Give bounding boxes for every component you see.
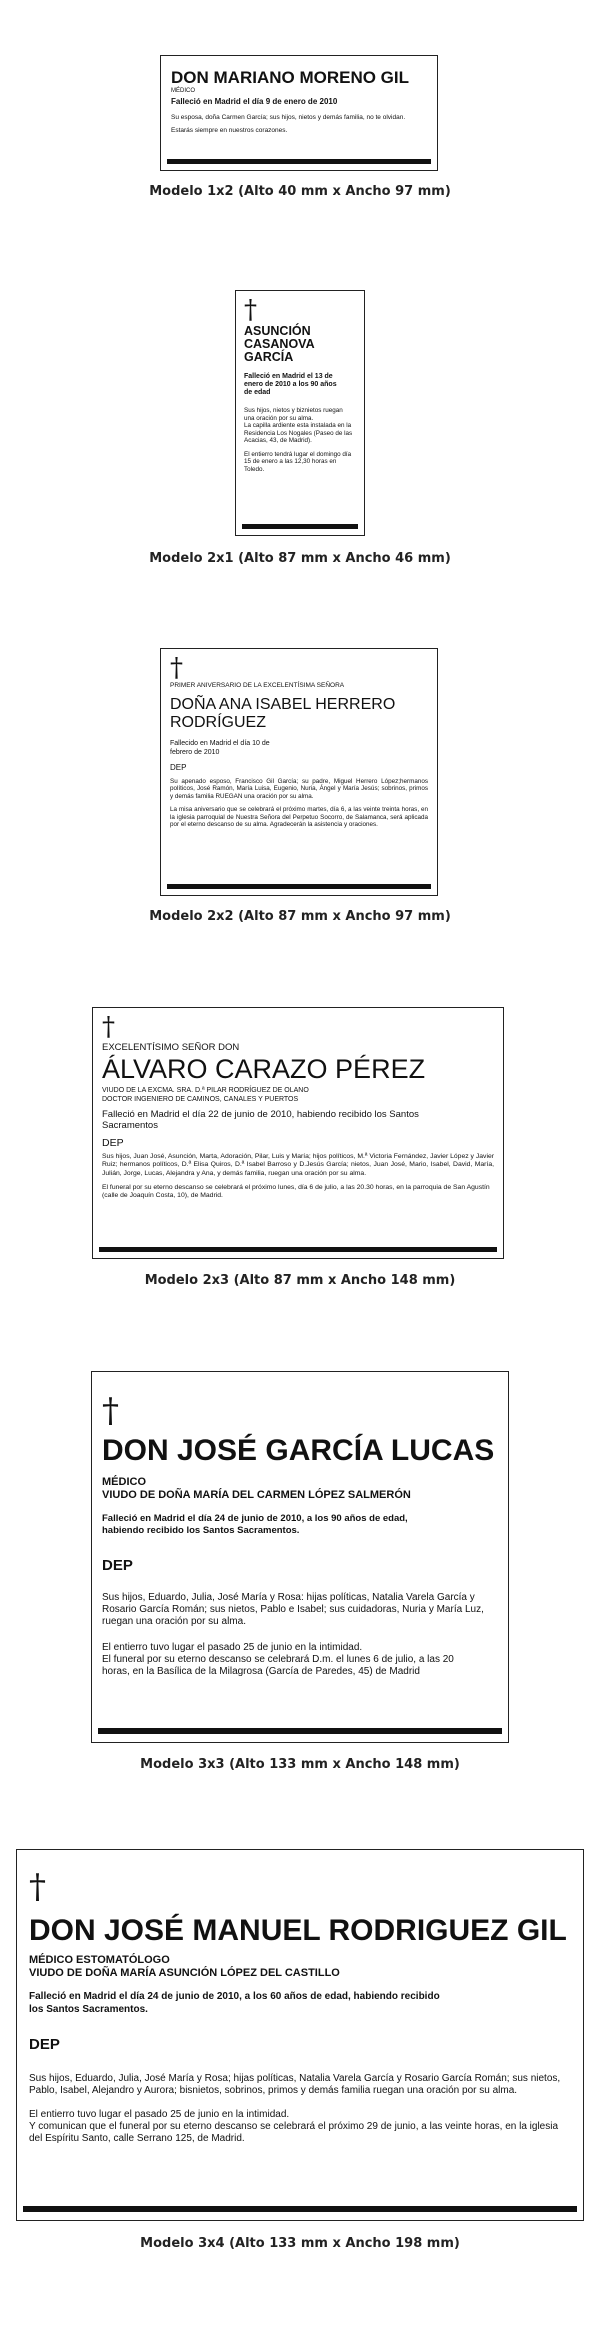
deceased-name: DON JOSÉ MANUEL RODRIGUEZ GIL: [29, 1914, 567, 1947]
dep-label: DEP: [170, 763, 187, 772]
death-notice: Falleció en Madrid el día 24 de junio de 2010, a los 90 años de edad, habiendo recibido los Santos Sacramentos.: [102, 1513, 408, 1536]
model-caption: Modelo 2x1 (Alto 87 mm x Ancho 46 mm): [149, 551, 451, 566]
death-notice: Falleció en Madrid el día 24 de junio de 2010, a los 60 años de edad, habiendo recibido los Santos Sacramentos.: [29, 1991, 440, 2015]
deceased-name: DOÑA ANA ISABEL HERRERO RODRÍGUEZ: [170, 696, 396, 731]
death-notice: Falleció en Madrid el 13 de enero de 2010 a los 90 años de edad: [244, 373, 337, 396]
death-notice: Fallecido en Madrid el día 10 de febrero de 2010: [170, 740, 270, 756]
bottom-rule: [167, 159, 431, 164]
bottom-rule: [242, 524, 358, 529]
family-text: Sus hijos, Eduardo, Julia, José María y Rosa; hijas políticas, Natalia Varela García y Rosario García Román; sus nietos, Pablo, Isabel, Alejandro y Aurora; bisnietos, sobrinos, primos y demás familia ruegan una oración por su alma.: [29, 2073, 561, 2096]
obituary-card-2x2: [160, 648, 438, 896]
dep-label: DEP: [102, 1557, 133, 1574]
chapel-text: La capilla ardiente esta instalada en la Residencia Los Nogales (Paseo de las Acacias, 43, de Madrid).: [244, 422, 353, 444]
bottom-rule: [98, 1728, 502, 1734]
burial-text: El entierro tuvo lugar el pasado 25 de junio en la intimidad.: [102, 1642, 363, 1653]
family-text: Su apenado esposo, Francisco Gil García; su padre, Miguel Herrero López;hermanos políticos, José Ramón, María Luisa, Eugenio, Nuria, Ángel y María Jesús; sobrinos, primos y demás familia RUEGAN una oración por su alma.: [170, 778, 428, 800]
dep-label: DEP: [102, 1137, 124, 1149]
deceased-title: MÉDICO: [102, 1476, 146, 1488]
titles-line-2: DOCTOR INGENIERO DE CAMINOS, CANALES Y PUERTOS: [102, 1096, 299, 1103]
funeral-text: El funeral por su eterno descanso se celebrará D.m. el lunes 6 de julio, a las 20 horas, en la Basílica de la Milagrosa (García de Paredes, 45) de Madrid: [102, 1654, 454, 1677]
deceased-name: ASUNCIÓN CASANOVA GARCÍA: [244, 324, 315, 364]
death-notice: Falleció en Madrid el día 9 de enero de 2010: [171, 97, 338, 106]
funeral-text: Y comunican que el funeral por su eterno descanso se celebrará el próximo 29 de junio, a las veinte horas, en la iglesia del Espíritu Santo, calle Serrano 125, de Madrid.: [29, 2121, 559, 2144]
family-text: Sus hijos, nietos y biznietos ruegan una oración por su alma.: [244, 407, 343, 422]
deceased-name: ÁLVARO CARAZO PÉREZ: [102, 1054, 426, 1084]
anniversary-heading: PRIMER ANIVERSARIO DE LA EXCELENTÍSIMA SEÑORA: [170, 682, 345, 689]
widow-line: VIUDO DE DOÑA MARÍA DEL CARMEN LÓPEZ SALMERÓN: [102, 1489, 411, 1501]
burial-text: El entierro tendrá lugar el domingo día 15 de enero a las 12,30 horas en Toledo.: [244, 450, 352, 473]
deceased-name: DON MARIANO MORENO GIL: [171, 68, 409, 87]
family-text: Sus hijos, Juan José, Asunción, Marta, Adoración, Pilar, Luis y María; hijos políticos, M.ª Victoria Fernández, Javier López y Javier Ruiz; hermanos políticos, D.ª Elisa Quiros, D.ª Isabel Barroso y D.Jesús García; nietos, Juan José, Mario, Isabel, David, María, Julián, Jorge, Lucas, Alejandra y Ana, y demás familia, ruegan una oración por su alma.: [102, 1153, 494, 1177]
family-text: Su esposa, doña Carmen García; sus hijos, nietos y demás familia, no te olvidan.: [171, 114, 406, 121]
obituary-card-2x1: [235, 290, 365, 536]
model-caption: Modelo 3x4 (Alto 133 mm x Ancho 198 mm): [140, 2236, 460, 2251]
obituary-card-3x4: [16, 1849, 584, 2221]
deceased-title: MÉDICO ESTOMATÓLOGO: [29, 1954, 170, 1966]
dep-label: DEP: [29, 2036, 60, 2053]
obituary-card-2x3: [92, 1007, 504, 1259]
death-notice: Falleció en Madrid el día 22 de junio de 2010, habiendo recibido los Santos Sacramentos: [102, 1109, 419, 1131]
bottom-rule: [99, 1247, 497, 1252]
honorific-heading: EXCELENTÍSIMO SEÑOR DON: [102, 1042, 240, 1053]
cross-icon: †: [102, 1012, 115, 1042]
obituary-card-3x3: [91, 1371, 509, 1743]
burial-text: El entierro tuvo lugar el pasado 25 de junio en la intimidad.: [29, 2109, 290, 2120]
bottom-rule: [23, 2206, 577, 2212]
model-caption: Modelo 2x3 (Alto 87 mm x Ancho 148 mm): [144, 1273, 456, 1288]
bottom-rule: [167, 884, 431, 889]
cross-icon: †: [244, 295, 257, 325]
family-text: Sus hijos, Eduardo, Julia, José María y Rosa: hijas políticas, Natalia Varela García y Rosario García Román; sus nietos, Pablo e Isabel; sus cuidadoras, Nuria y María Luz, ruegan una oración por su alma.: [102, 1592, 484, 1627]
mass-text: La misa aniversario que se celebrará el próximo martes, día 6, a las veinte treinta horas, en la iglesia parroquial de Nuestra Señora del Perpetuo Socorro, de Salamanca, será aplicada por el eterno descanso de su alma. Agradecerán la asistencia y oraciones.: [170, 806, 428, 829]
titles-line-1: VIUDO DE LA EXCMA. SRA. D.ª PILAR RODRÍGUEZ DE OLANO: [102, 1087, 309, 1094]
funeral-text: El funeral por su eterno descanso se celebrará el próximo lunes, día 6 de julio, a las 20.30 horas, en la parroquia de San Agustín (calle de Joaquín Costa, 10), de Madrid.: [102, 1183, 490, 1200]
closing-text: Estarás siempre en nuestros corazones.: [171, 127, 288, 134]
cross-icon: †: [29, 1867, 46, 1907]
model-caption: Modelo 3x3 (Alto 133 mm x Ancho 148 mm): [140, 1757, 460, 1772]
obituary-card-1x2: [160, 55, 438, 171]
cross-icon: †: [170, 653, 183, 683]
widow-line: VIUDO DE DOÑA MARÍA ASUNCIÓN LÓPEZ DEL CASTILLO: [29, 1967, 340, 1979]
deceased-title: MÉDICO: [171, 88, 195, 94]
model-caption: Modelo 1x2 (Alto 40 mm x Ancho 97 mm): [149, 184, 451, 199]
cross-icon: †: [102, 1391, 119, 1431]
deceased-name: DON JOSÉ GARCÍA LUCAS: [102, 1434, 495, 1467]
model-caption: Modelo 2x2 (Alto 87 mm x Ancho 97 mm): [149, 909, 451, 924]
